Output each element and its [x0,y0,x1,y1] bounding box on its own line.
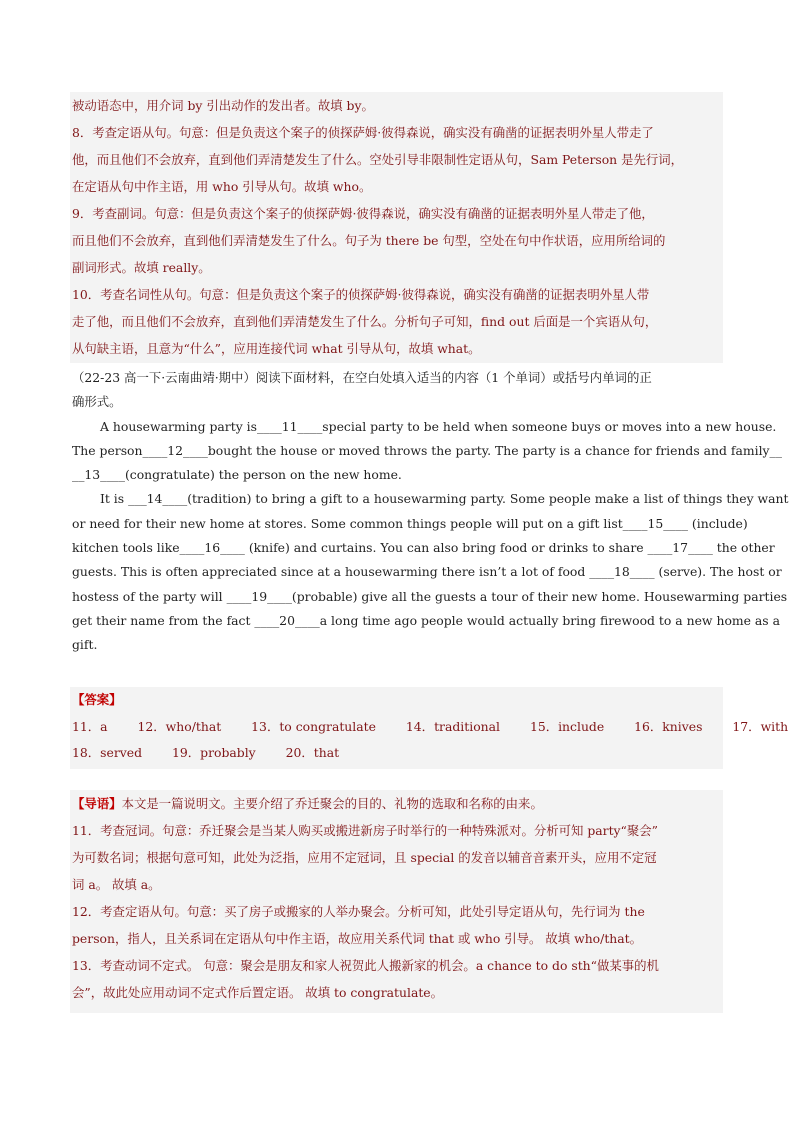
cloze-passage [72,366,789,658]
answer-item: 11．a [72,718,108,734]
answer-item: 17．with [732,718,789,734]
passage-line: kitchen tools like____16____ (knife) and curtains. You can also bring food or drinks to share ____17____ the other [72,540,775,556]
explanation-line: 10．考查名词性从句。句意：但是负责这个案子的侦探萨姆·彼得森说，确实没有确凿的证据表明外星人带 [72,287,650,302]
question-intro: （22-23 高一下·云南曲靖·期中）阅读下面材料，在空白处填入适当的内容（1 个单词）或括号内单词的正 [72,370,652,385]
explanation-line: 在定语从句中作主语，用 who 引导从句。故填 who。 [72,179,372,194]
answer-item: 19．probably [172,745,256,760]
passage-line: hostess of the party will ____19____(probable) give all the guests a tour of their new home. Housewarming parties [72,588,788,604]
answer-item: 12．who/that [137,718,222,734]
analysis-summary: 本文是一篇说明文。主要介绍了乔迁聚会的目的、礼物的选取和名称的由来。 [121,796,543,811]
answer-item: 20．that [285,745,340,760]
question-intro: 确形式。 [72,394,122,410]
analysis-line: 会”，故此处应用动词不定式作后置定语。 故填 to congratulate。 [72,985,444,1000]
answer-item: 15．include [529,718,605,734]
analysis-line: person，指人，且关系词在定语从句中作主语，故应用关系代词 that 或 who 引导。 故填 who/that。 [72,931,643,946]
explanation-block-8-10 [70,92,723,363]
analysis-line: 13．考查动词不定式。 句意：聚会是朋友和家人祝贺此人搬新家的机会。a chance to do sth“做某事的机 [72,958,659,973]
passage-line: The person____12____bought the house or moved throws the party. The party is a chance for friends and family__ [72,442,782,458]
answer-item: 14．traditional [405,718,500,734]
answer-item: 16．knives [634,718,703,734]
analysis-line: 词 a。 故填 a。 [72,877,161,892]
answer-row [70,740,723,767]
explanation-line: 9．考查副词。句意：但是负责这个案子的侦探萨姆·彼得森说，确实没有确凿的证据表明外星人带走了他， [72,206,654,221]
passage-line: __13____(congratulate) the person on the new home. [72,467,402,483]
passage-line: It is ___14____(tradition) to bring a gift to a housewarming party. Some people make a list of things they want [100,491,789,507]
answer-item: 18．served [72,745,143,760]
answer-row [70,714,789,741]
answer-title: 【答案】 [72,692,122,707]
passage-line: gift. [72,637,98,653]
explanation-line: 走了他，而且他们不会放弃，直到他们弄清楚发生了什么。分析句子可知，find out 后面是一个宾语从句， [72,314,658,329]
analysis-line: 为可数名词；根据句意可知，此处为泛指，应用不定冠词，且 special 的发音以辅音音素开头，应用不定冠 [72,850,657,865]
explanation-line: 他，而且他们不会放弃，直到他们弄清楚发生了什么。空处引导非限制性定语从句，Sam Peterson 是先行词， [72,152,684,167]
answer-item: 13．to congratulate [251,718,376,734]
explanation-line: 从句缺主语，且意为“什么”，应用连接代词 what 引导从句，故填 what。 [72,341,481,356]
explanation-line: 被动语态中，用介词 by 引出动作的发出者。故填 by。 [72,98,374,113]
passage-line: get their name from the fact ____20____a long time ago people would actually bring firewood to a new home as a [72,612,780,628]
analysis-heading [70,790,723,817]
explanation-line: 而且他们不会放弃，直到他们弄清楚发生了什么。句子为 there be 句型，空处在句中作状语，应用所给词的 [72,233,666,248]
analysis-title: 【导语】 [72,796,122,811]
explanation-line: 8．考查定语从句。句意：但是负责这个案子的侦探萨姆·彼得森说，确实没有确凿的证据表明外星人带走了 [72,125,654,140]
passage-line: guests. This is often appreciated since at a housewarming there isn’t a lot of food ____18____ (serve). The host or [72,564,782,580]
explanation-line: 副词形式。故填 really。 [72,260,211,275]
answer-block [70,687,789,769]
analysis-block [70,790,723,1013]
passage-line: or need for their new home at stores. Some common things people will put on a gift list____15____ (include) [72,515,748,531]
passage-line: A housewarming party is____11____special party to be held when someone buys or moves into a new house. [100,418,777,434]
analysis-line: 11．考查冠词。句意：乔迁聚会是当某人购买或搬进新房子时举行的一种特殊派对。分析可知 party“聚会” [72,823,659,838]
analysis-line: 12．考查定语从句。句意：买了房子或搬家的人举办聚会。分析可知，此处引导定语从句，先行词为 the [72,904,645,919]
